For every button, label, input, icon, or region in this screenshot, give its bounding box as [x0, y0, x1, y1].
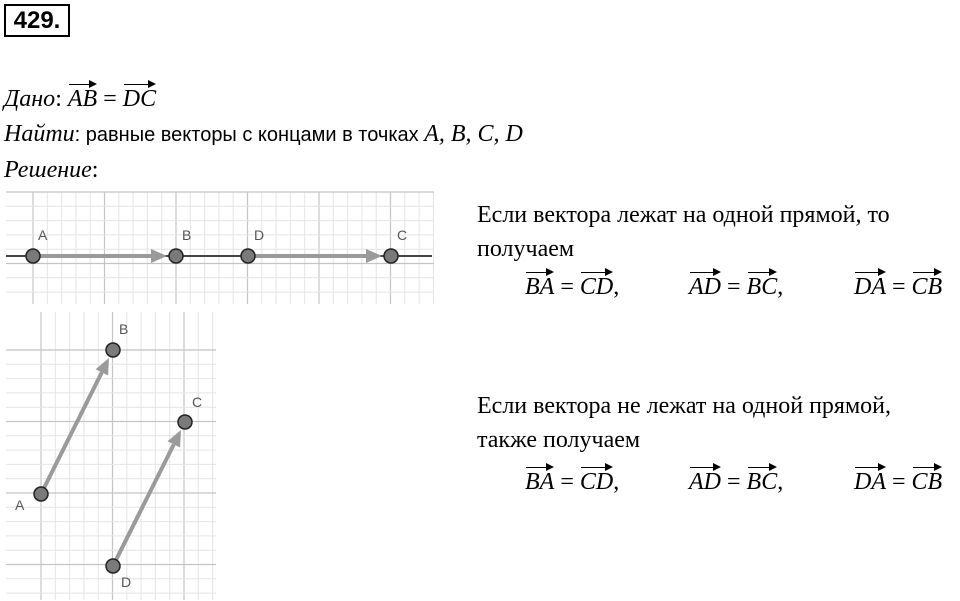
- point-d: [241, 249, 255, 263]
- vector-cb: CB: [912, 465, 943, 496]
- equality-1: [525, 465, 689, 496]
- eq-sign: =: [560, 274, 574, 300]
- figure1-grid: [6, 192, 434, 304]
- separator: ,: [613, 274, 620, 300]
- solution-colon: :: [91, 157, 99, 183]
- eq-sign: =: [727, 274, 741, 300]
- given-eq: =: [103, 86, 117, 112]
- vector-da: DA: [854, 465, 886, 496]
- vector-ab-2-shaft: [41, 372, 102, 494]
- find-text: : равные векторы с концами в точках: [74, 124, 425, 146]
- point-a: [34, 487, 48, 501]
- solution-label: Решение: [4, 157, 92, 183]
- point-c: [384, 249, 398, 263]
- point-c-label: C: [397, 227, 408, 243]
- equality-2: [689, 270, 854, 301]
- vector-cb: CB: [912, 270, 943, 301]
- eq-sign: =: [892, 469, 906, 495]
- separator: ,: [613, 469, 620, 495]
- given-label: Дано: [4, 86, 56, 112]
- vector-dc-1-arrowhead: [366, 249, 382, 263]
- given-colon: :: [55, 86, 62, 112]
- separator: ,: [777, 274, 784, 300]
- point-a-label: A: [38, 227, 48, 243]
- vector-ba: BA: [525, 465, 554, 496]
- vector-dc: DC: [123, 82, 156, 113]
- case1-line1: Если вектора лежат на одной прямой, то: [477, 202, 890, 228]
- vector-da: DA: [854, 270, 886, 301]
- vector-ba: BA: [525, 270, 554, 301]
- vector-ad: AD: [689, 270, 721, 301]
- equality-1: [525, 270, 689, 301]
- point-d-label: D: [254, 227, 265, 243]
- vector-ab: AB: [68, 82, 97, 113]
- point-b: [106, 343, 120, 357]
- solution-line: [4, 157, 98, 184]
- find-line: [4, 121, 523, 148]
- find-points: A, B, C, D: [424, 121, 523, 147]
- vector-bc: BC: [747, 465, 778, 496]
- equality-3: [854, 270, 942, 301]
- point-d-label: D: [121, 574, 132, 590]
- vector-ad: AD: [689, 465, 721, 496]
- vector-cd: CD: [580, 465, 613, 496]
- point-b-label: B: [119, 321, 129, 337]
- problem-number: 429.: [4, 4, 70, 37]
- vector-dc-2-shaft: [113, 444, 174, 566]
- eq-sign: =: [560, 469, 574, 495]
- point-a: [26, 249, 40, 263]
- case2-line2: также получаем: [477, 427, 641, 453]
- point-b: [169, 249, 183, 263]
- point-c-label: C: [192, 394, 203, 410]
- eq-sign: =: [727, 469, 741, 495]
- point-c: [178, 415, 192, 429]
- find-label: Найти: [4, 121, 75, 147]
- eq-sign: =: [892, 274, 906, 300]
- case1-line2: получаем: [477, 236, 575, 262]
- vector-cd: CD: [580, 270, 613, 301]
- case1-equalities: [525, 270, 942, 301]
- case2-equalities: [525, 465, 942, 496]
- vector-bc: BC: [747, 270, 778, 301]
- separator: ,: [777, 469, 784, 495]
- parallel-figure: [6, 312, 216, 600]
- collinear-figure: [6, 192, 434, 304]
- point-b-label: B: [182, 227, 192, 243]
- point-d: [106, 559, 120, 573]
- point-a-label: A: [15, 497, 25, 513]
- equality-2: [689, 465, 854, 496]
- vector-ab-1-arrowhead: [151, 249, 167, 263]
- given-line: [4, 82, 156, 113]
- equality-3: [854, 465, 942, 496]
- case2-line1: Если вектора не лежат на одной прямой,: [477, 393, 891, 419]
